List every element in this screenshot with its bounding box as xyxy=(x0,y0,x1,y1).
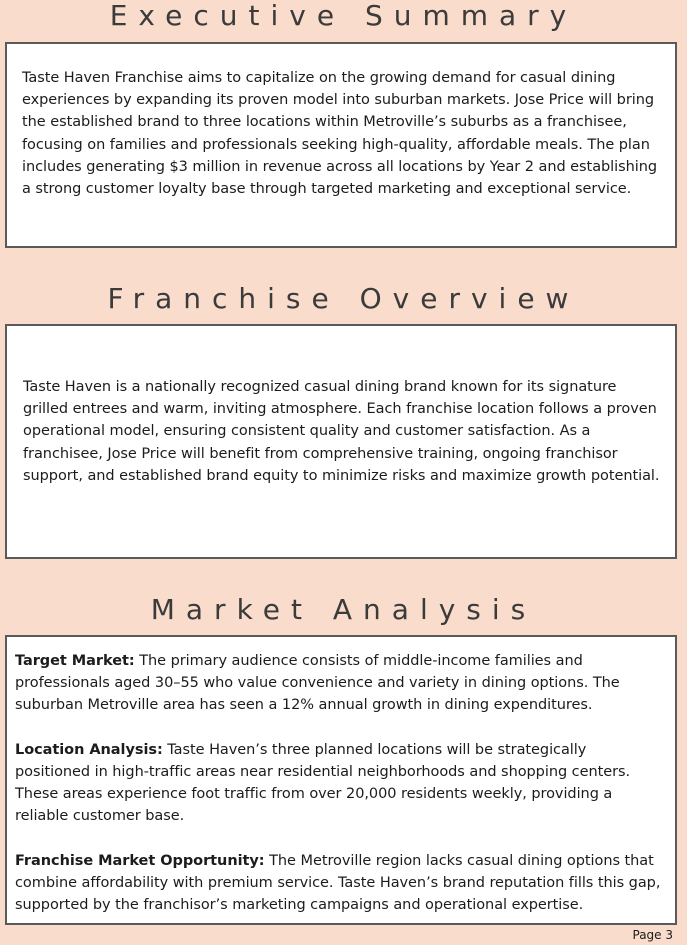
market-item-text: The primary audience consists of middle-income families and professionals aged 30–55 who value convenience and variety in dining options. The suburban Metroville area has seen a 12% annual growth in dining expenditures. xyxy=(15,653,620,714)
section-heading-executive-summary: Executive Summary xyxy=(109,0,578,32)
market-item-text: Taste Haven’s three planned locations will be strategically positioned in high-traffic areas near residential neighborhoods and shopping centers. These areas experience foot traffic from over 20,000 residents weekly, providing a reliable customer base. xyxy=(15,741,631,825)
executive-summary-box xyxy=(5,42,677,248)
market-analysis-box xyxy=(5,635,677,925)
page-number: Page 3 xyxy=(632,928,673,942)
market-item-location-analysis xyxy=(15,739,665,828)
executive-summary-text: Taste Haven Franchise aims to capitalize on the growing demand for casual dining experiences by expanding its proven model into suburban markets. Jose Price will bring the established brand to three locations within Metroville’s suburbs as a franchisee, focusing on families and professionals seeking high-quality, affordable meals. The plan includes generating $3 million in revenue across all locations by Year 2 and establishing a strong customer loyalty base through targeted marketing and exceptional service. xyxy=(22,70,658,198)
market-item-franchise-opportunity xyxy=(15,850,665,917)
franchise-overview-box xyxy=(5,324,677,559)
market-item-target-market xyxy=(15,650,665,717)
market-item-label: Target Market: xyxy=(15,653,135,669)
franchise-overview-text: Taste Haven is a nationally recognized casual dining brand known for its signature grilled entrees and warm, inviting atmosphere. Each franchise location follows a proven operational model, ensuring consistent quality and customer satisfaction. As a franchisee, Jose Price will benefit from comprehensive training, ongoing franchisor support, and established brand equity to minimize risks and maximize growth potential. xyxy=(23,379,660,484)
section-heading-franchise-overview: Franchise Overview xyxy=(107,282,580,315)
market-item-text: The Metroville region lacks casual dining options that combine affordability with premium service. Taste Haven’s brand reputation fills this gap, supported by the franchisor’s marketing campaigns and operational expertise. xyxy=(15,852,661,914)
market-item-label: Location Analysis: xyxy=(15,741,163,758)
market-item-label: Franchise Market Opportunity: xyxy=(15,852,265,869)
section-heading-market-analysis: Market Analysis xyxy=(150,593,537,626)
